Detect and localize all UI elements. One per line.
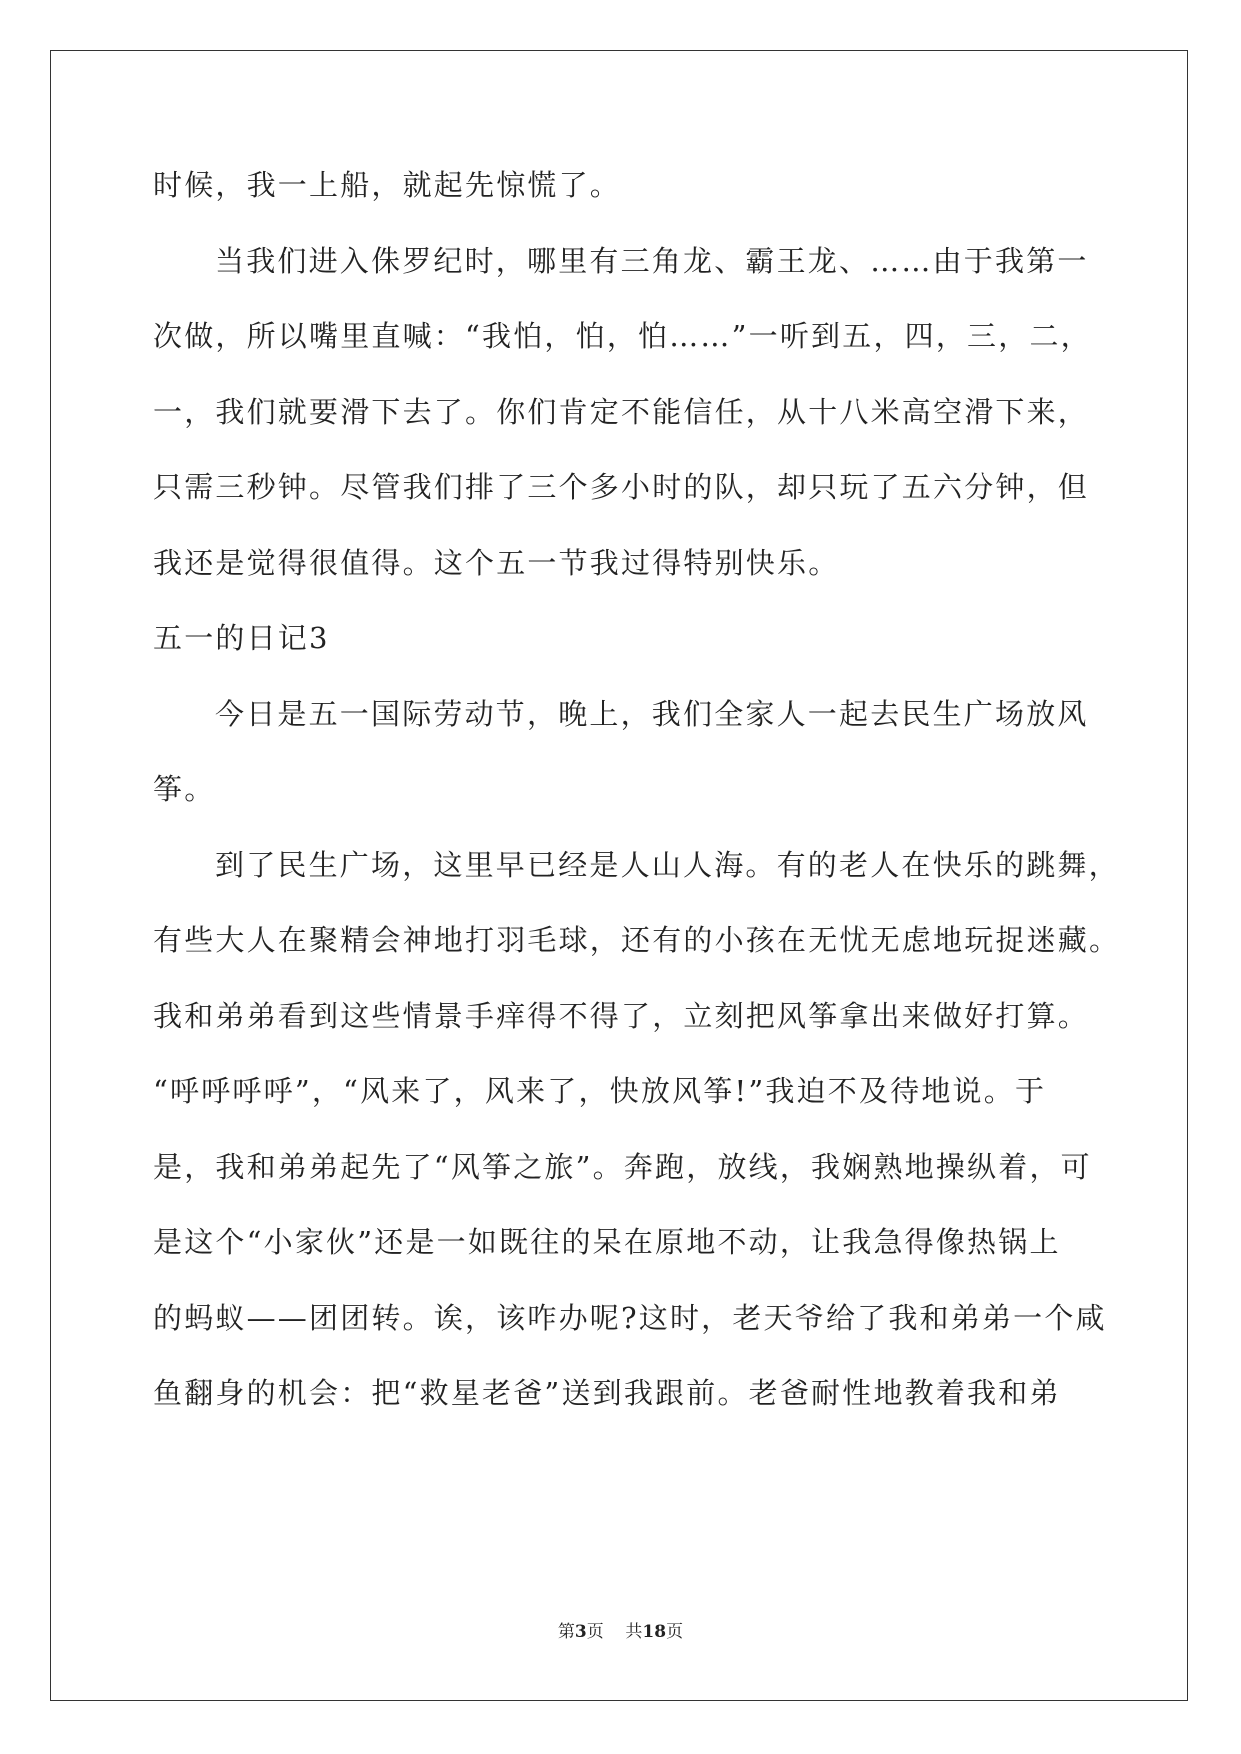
text-line: 是，我和弟弟起先了“风筝之旅”。奔跑，放线，我娴熟地操纵着，可: [153, 1149, 1092, 1184]
page-footer: [0, 1617, 1241, 1642]
text-line: 有些大人在聚精会神地打羽毛球，还有的小孩在无忧无虑地玩捉迷藏。: [153, 923, 1121, 957]
footer-total-suffix: 页: [666, 1622, 684, 1642]
text-line: 次做，所以嘴里直喊：“我怕，怕，怕……”一听到五，四，三，二，: [153, 319, 1092, 353]
text-line: 今日是五一国际劳动节，晚上，我们全家人一起去民生广场放风: [215, 696, 1089, 731]
text-line: 只需三秒钟。尽管我们排了三个多小时的队，却只玩了五六分钟，但: [153, 470, 1090, 504]
document-body: [153, 165, 1121, 1449]
text-line: 到了民生广场，这里早已经是人山人海。有的老人在快乐的跳舞，: [215, 847, 1120, 882]
text-line: 是这个“小家伙”还是一如既往的呆在原地不动，让我急得像热锅上: [153, 1225, 1061, 1259]
footer-page-prefix: 第: [557, 1622, 575, 1642]
footer-total-prefix: 共: [625, 1622, 643, 1642]
text-line: 我和弟弟看到这些情景手痒得不得了，立刻把风筝拿出来做好打算。: [153, 998, 1090, 1033]
text-line: 的蚂蚁——团团转。诶，该咋办呢?这时，老天爷给了我和弟弟一个咸: [153, 1300, 1107, 1335]
text-line: 鱼翻身的机会：把“救星老爸”送到我跟前。老爸耐性地教着我和弟: [153, 1376, 1061, 1410]
text-line: 当我们进入侏罗纪时，哪里有三角龙、霸王龙、……由于我第一: [215, 243, 1089, 278]
text-line: “呼呼呼呼”，“风来了，风来了，快放风筝!”我迫不及待地说。于: [153, 1074, 1047, 1108]
text-line: 五一的日记3: [153, 621, 330, 655]
text-line: 时候，我一上船，就起先惊慌了。: [153, 168, 622, 202]
footer-page-number: 3: [574, 1622, 587, 1642]
footer-page-suffix: 页: [586, 1622, 604, 1642]
text-line: 筝。: [153, 772, 216, 806]
text-line: 我还是觉得很值得。这个五一节我过得特别快乐。: [153, 545, 840, 580]
footer-total-pages: 18: [642, 1622, 667, 1642]
text-line: 一，我们就要滑下去了。你们肯定不能信任，从十八米高空滑下来，: [153, 394, 1090, 429]
